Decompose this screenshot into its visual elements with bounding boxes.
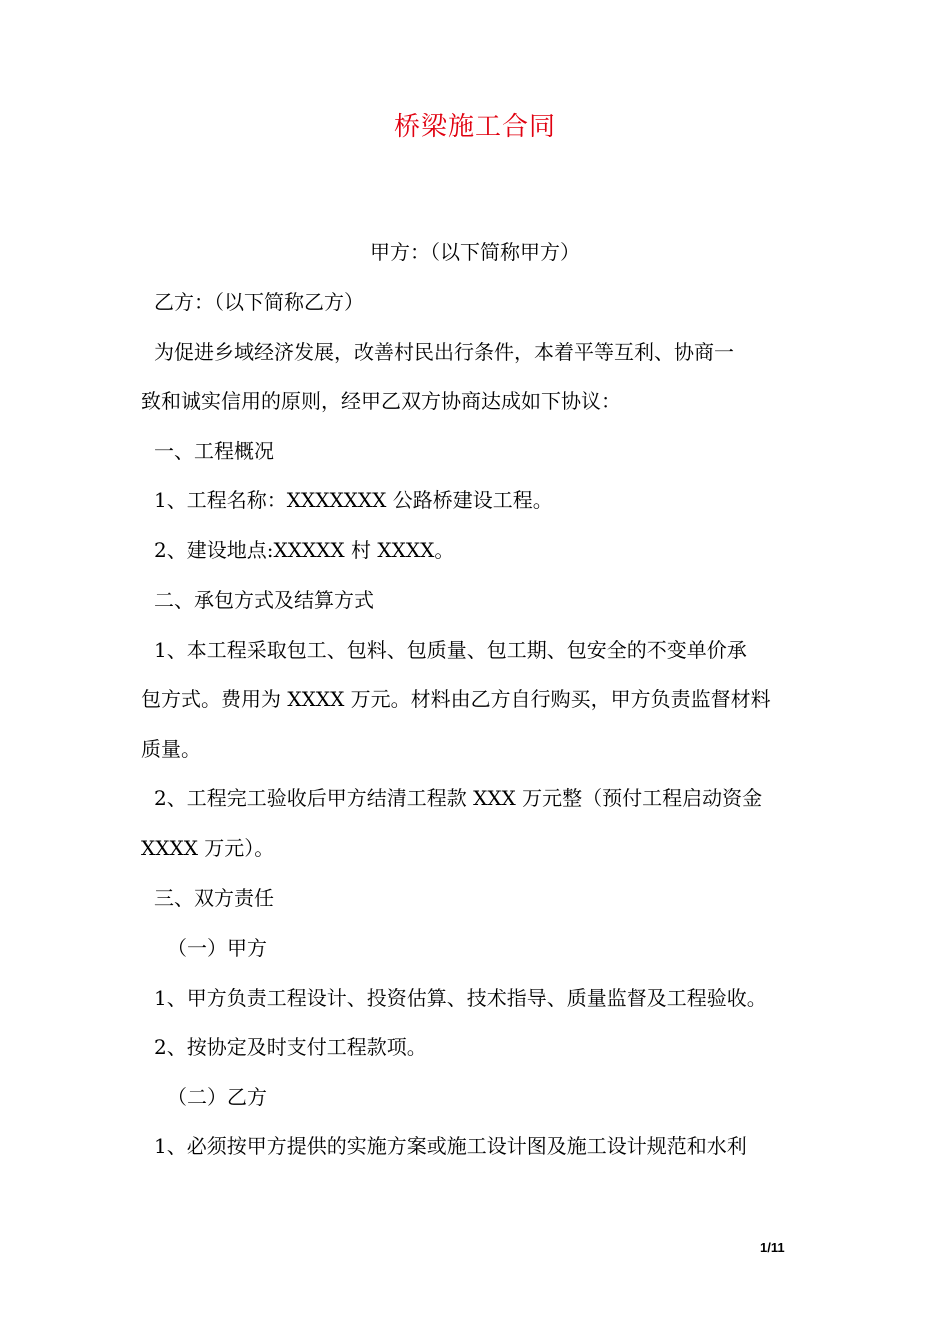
subsection-heading-party-b: （二）乙方 <box>167 1085 267 1109</box>
page-number: 1/11 <box>760 1240 785 1255</box>
party-b-line: 乙方：（以下简称乙方） <box>154 290 364 314</box>
section2-item-1-line-3: 质量。 <box>141 737 201 761</box>
section2-item-1-line-2: 包方式。费用为 XXXX 万元。材料由乙方自行购买，甲方负责监督材料 <box>141 687 771 711</box>
intro-paragraph-line-1: 为促进乡域经济发展，改善村民出行条件，本着平等互利、协商一 <box>154 340 734 364</box>
section2-item-1-line-1: 1、本工程采取包工、包料、包质量、包工期、包安全的不变单价承 <box>154 638 747 662</box>
section-heading-2: 二、承包方式及结算方式 <box>154 588 374 612</box>
subsection-a-item-1: 1、甲方负责工程设计、投资估算、技术指导、质量监督及工程验收。 <box>154 986 767 1010</box>
section1-item-1: 1、工程名称：XXXXXXX 公路桥建设工程。 <box>154 488 553 512</box>
intro-paragraph-line-2: 致和诚实信用的原则，经甲乙双方协商达成如下协议： <box>141 389 621 413</box>
section-heading-1: 一、工程概况 <box>154 439 274 463</box>
subsection-a-item-2: 2、按协定及时支付工程款项。 <box>154 1035 427 1059</box>
document-title: 桥梁施工合同 <box>393 112 556 142</box>
section2-item-2-line-2: XXXX 万元）。 <box>141 836 275 860</box>
section-heading-3: 三、双方责任 <box>154 886 274 910</box>
party-a-line: 甲方：（以下简称甲方） <box>370 240 580 264</box>
section1-item-2: 2、建设地点:XXXXX 村 XXXX。 <box>154 538 455 562</box>
section2-item-2-line-1: 2、工程完工验收后甲方结清工程款 XXX 万元整（预付工程启动资金 <box>154 786 763 810</box>
subsection-b-item-1-line-1: 1、必须按甲方提供的实施方案或施工设计图及施工设计规范和水利 <box>154 1134 747 1158</box>
subsection-heading-party-a: （一）甲方 <box>167 936 267 960</box>
